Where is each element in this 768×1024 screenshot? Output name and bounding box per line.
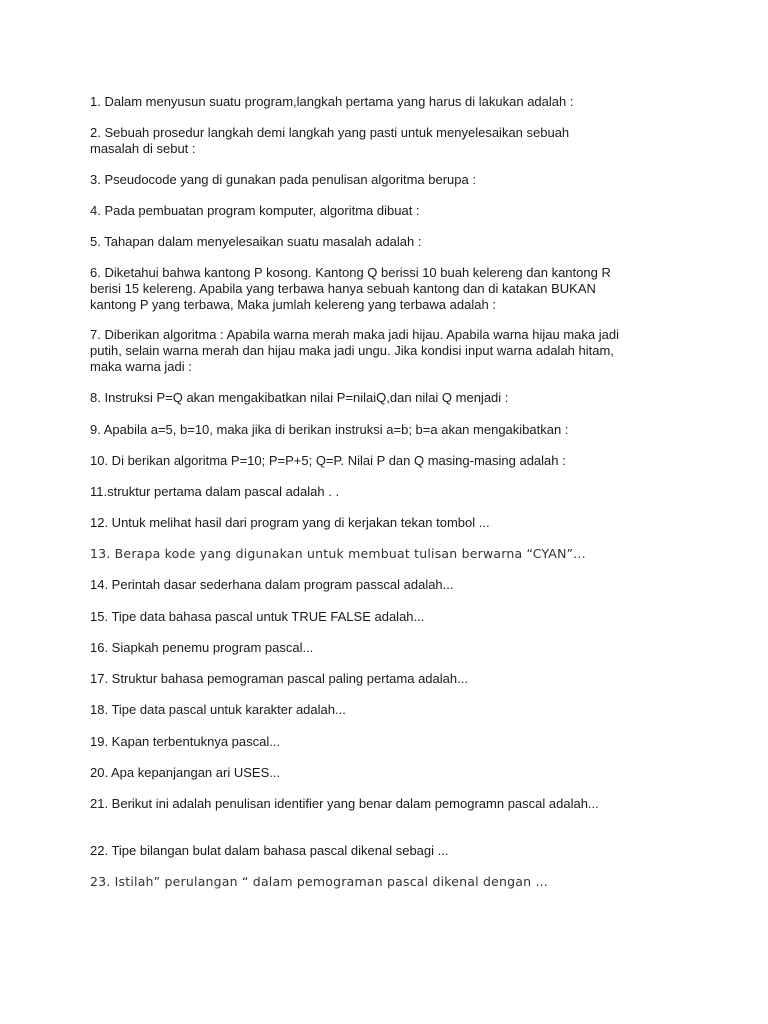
question-8: 8. Instruksi P=Q akan mengakibatkan nilai P=nilaiQ,dan nilai Q menjadi : [90, 390, 509, 405]
question-20: 20. Apa kepanjangan ari USES... [90, 765, 281, 780]
question-16: 16. Siapkah penemu program pascal... [90, 640, 314, 655]
question-4: 4. Pada pembuatan program komputer, algoritma dibuat : [90, 203, 420, 218]
question-12: 12. Untuk melihat hasil dari program yang di kerjakan tekan tombol ... [90, 515, 490, 530]
question-3: 3. Pseudocode yang di gunakan pada penulisan algoritma berupa : [90, 172, 476, 187]
question-22: 22. Tipe bilangan bulat dalam bahasa pascal dikenal sebagi ... [90, 843, 449, 858]
question-18: 18. Tipe data pascal untuk karakter adalah... [90, 702, 346, 717]
question-21: 21. Berikut ini adalah penulisan identifier yang benar dalam pemogramn pascal adalah... [90, 796, 599, 811]
question-15: 15. Tipe data bahasa pascal untuk TRUE FALSE adalah... [90, 609, 425, 624]
question-19: 19. Kapan terbentuknya pascal... [90, 734, 281, 749]
question-14: 14. Perintah dasar sederhana dalam program passcal adalah... [90, 577, 454, 592]
question-6: 6. Diketahui bahwa kantong P kosong. Kantong Q berissi 10 buah kelereng dan kantong R berisi 15 kelereng. Apabila yang terbawa hanya sebuah kantong dan di katakan BUKAN kantong P yang terbawa, Maka jumlah kelereng yang terbawa adalah : [90, 265, 611, 312]
question-7: 7. Diberikan algoritma : Apabila warna merah maka jadi hijau. Apabila warna hijau maka jadi putih, selain warna merah dan hijau maka jadi ungu. Jika kondisi input warna adalah hitam, maka warna jadi : [90, 327, 619, 374]
question-2: 2. Sebuah prosedur langkah demi langkah yang pasti untuk menyelesaikan sebuah masalah di sebut : [90, 125, 570, 156]
question-9: 9. Apabila a=5, b=10, maka jika di berikan instruksi a=b; b=a akan mengakibatkan : [90, 422, 569, 437]
question-10: 10. Di berikan algoritma P=10; P=P+5; Q=P. Nilai P dan Q masing-masing adalah : [90, 453, 566, 468]
question-5: 5. Tahapan dalam menyelesaikan suatu masalah adalah : [90, 234, 422, 249]
question-1: 1. Dalam menyusun suatu program,langkah pertama yang harus di lakukan adalah : [90, 94, 574, 109]
question-17: 17. Struktur bahasa pemograman pascal paling pertama adalah... [90, 671, 468, 686]
question-11: 11.struktur pertama dalam pascal adalah . . [90, 484, 340, 499]
question-13: 13. Berapa kode yang digunakan untuk membuat tulisan berwarna “CYAN”... [90, 546, 586, 561]
question-23: 23. Istilah” perulangan “ dalam pemograman pascal dikenal dengan ... [90, 874, 548, 889]
